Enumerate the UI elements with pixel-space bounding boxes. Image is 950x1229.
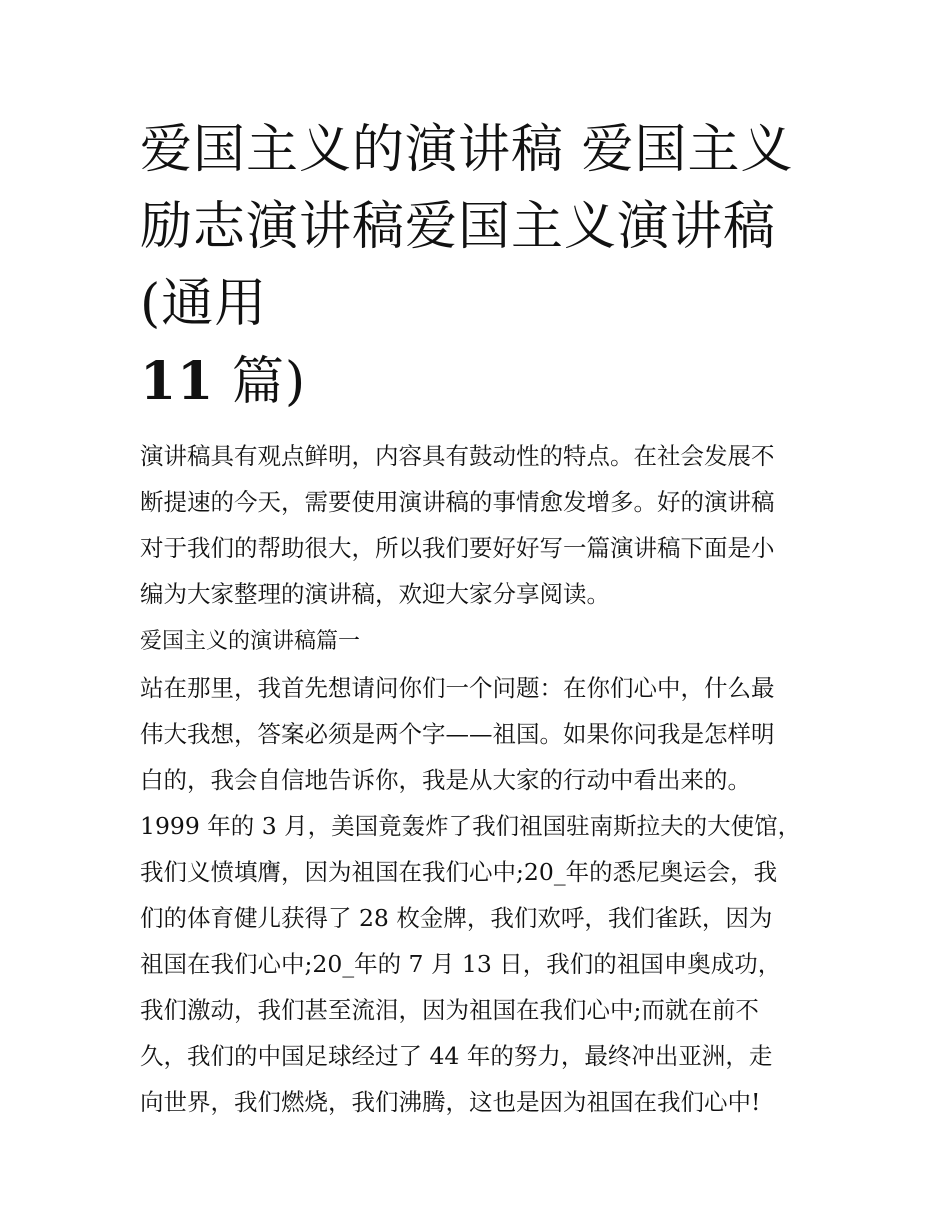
intro-line: 对于我们的帮助很大，所以我们要好好写一篇演讲稿下面是小 bbox=[140, 534, 775, 562]
intro-line: 断提速的今天，需要使用演讲稿的事情愈发增多。好的演讲稿 bbox=[140, 488, 775, 516]
body-line: 们的体育健儿获得了 28 枚金牌，我们欢呼，我们雀跃，因为 bbox=[140, 904, 773, 932]
document-page bbox=[140, 112, 815, 1125]
body-line: 我们义愤填膺，因为祖国在我们心中;20_年的悉尼奥运会，我 bbox=[140, 858, 778, 886]
body-line: 祖国在我们心中;20_年的 7 月 13 日，我们的祖国申奥成功， bbox=[140, 950, 782, 978]
title-suffix: 篇) bbox=[214, 352, 307, 412]
body-line: 白的，我会自信地告诉你，我是从大家的行动中看出来的。 bbox=[140, 766, 751, 794]
intro-line: 演讲稿具有观点鲜明，内容具有鼓动性的特点。在社会发展不 bbox=[140, 442, 775, 470]
section-heading: 爱国主义的演讲稿篇一 bbox=[140, 629, 361, 654]
body-line: 伟大我想，答案必须是两个字——祖国。如果你问我是怎样明 bbox=[140, 720, 775, 748]
intro-line: 编为大家整理的演讲稿，欢迎大家分享阅读。 bbox=[140, 580, 610, 608]
intro-paragraph bbox=[140, 433, 815, 617]
body-line: 1999 年的 3 月，美国竟轰炸了我们祖国驻南斯拉夫的大使馆， bbox=[140, 812, 802, 840]
title-number: 11 bbox=[140, 351, 215, 412]
body-line: 向世界，我们燃烧，我们沸腾，这也是因为祖国在我们心中! bbox=[140, 1088, 761, 1116]
body-line: 站在那里，我首先想请问你们一个问题：在你们心中，什么最 bbox=[140, 674, 775, 702]
document-title bbox=[140, 112, 815, 421]
body-paragraph bbox=[140, 665, 815, 1125]
title-text: 爱国主义的演讲稿 爱国主义励志演讲稿爱国主义演讲稿(通用 bbox=[140, 120, 794, 334]
body-line: 我们激动，我们甚至流泪，因为祖国在我们心中;而就在前不 bbox=[140, 996, 759, 1024]
body-line: 久，我们的中国足球经过了 44 年的努力，最终冲出亚洲，走 bbox=[140, 1042, 773, 1070]
